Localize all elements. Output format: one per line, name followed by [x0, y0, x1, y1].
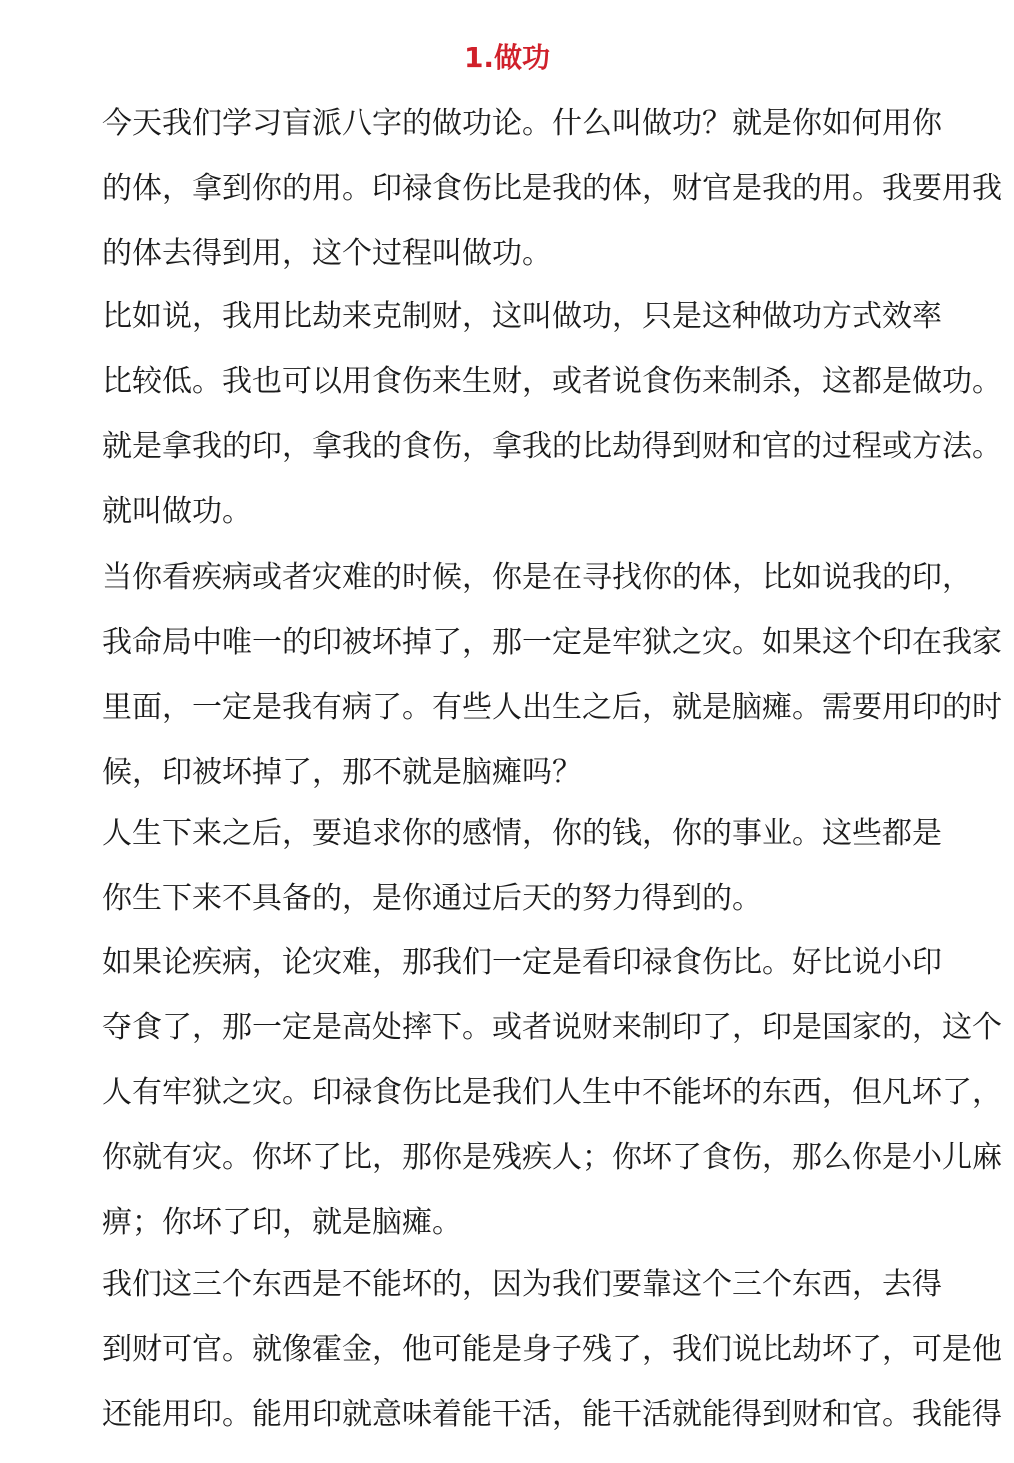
- text-line: 人有牢狱之灾。印禄食伤比是我们人生中不能坏的东西，但凡坏了，: [102, 1075, 1002, 1110]
- text-line: 还能用印。能用印就意味着能干活，能干活就能得到财和官。我能得: [102, 1397, 1002, 1432]
- text-line: 夺食了，那一定是高处摔下。或者说财来制印了，印是国家的，这个: [102, 1010, 1002, 1045]
- text-line: 今天我们学习盲派八字的做功论。什么叫做功？就是你如何用你: [102, 106, 942, 141]
- text-line: 里面，一定是我有病了。有些人出生之后，就是脑瘫。需要用印的时: [102, 690, 1002, 725]
- text-line: 的体，拿到你的用。印禄食伤比是我的体，财官是我的用。我要用我: [102, 171, 1002, 206]
- text-line: 候，印被坏掉了，那不就是脑瘫吗？: [102, 755, 582, 790]
- paragraph-1: [42, 91, 1002, 286]
- text-line: 人生下来之后，要追求你的感情，你的钱，你的事业。这些都是: [102, 816, 942, 851]
- text-line: 我命局中唯一的印被坏掉了，那一定是牢狱之灾。如果这个印在我家: [102, 625, 1002, 660]
- text-line: 当你看疾病或者灾难的时候，你是在寻找你的体，比如说我的印，: [102, 560, 972, 595]
- paragraph-5: [42, 930, 1002, 1255]
- text-line: 的体去得到用，这个过程叫做功。: [102, 236, 552, 271]
- paragraph-2: [42, 284, 1002, 544]
- text-line: 比较低。我也可以用食伤来生财，或者说食伤来制杀，这都是做功。: [102, 364, 1002, 399]
- text-line: 就叫做功。: [102, 494, 252, 529]
- page-title: 1.做功: [463, 41, 551, 74]
- text-line: 比如说，我用比劫来克制财，这叫做功，只是这种做功方式效率: [102, 299, 942, 334]
- text-line: 你就有灾。你坏了比，那你是残疾人；你坏了食伤，那么你是小儿麻: [102, 1140, 1002, 1175]
- paragraph-4: [42, 801, 942, 931]
- text-line: 就是拿我的印，拿我的食伤，拿我的比劫得到财和官的过程或方法。: [102, 429, 1002, 464]
- text-line: 你生下来不具备的，是你通过后天的努力得到的。: [102, 881, 762, 916]
- paragraph-6: [42, 1252, 1002, 1447]
- paragraph-3: [42, 545, 1002, 805]
- text-line: 我们这三个东西是不能坏的，因为我们要靠这个三个东西，去得: [102, 1267, 942, 1302]
- text-line: 如果论疾病，论灾难，那我们一定是看印禄食伤比。好比说小印: [102, 945, 942, 980]
- text-line: 到财可官。就像霍金，他可能是身子残了，我们说比劫坏了，可是他: [102, 1332, 1002, 1367]
- text-line: 痹；你坏了印，就是脑瘫。: [102, 1205, 462, 1240]
